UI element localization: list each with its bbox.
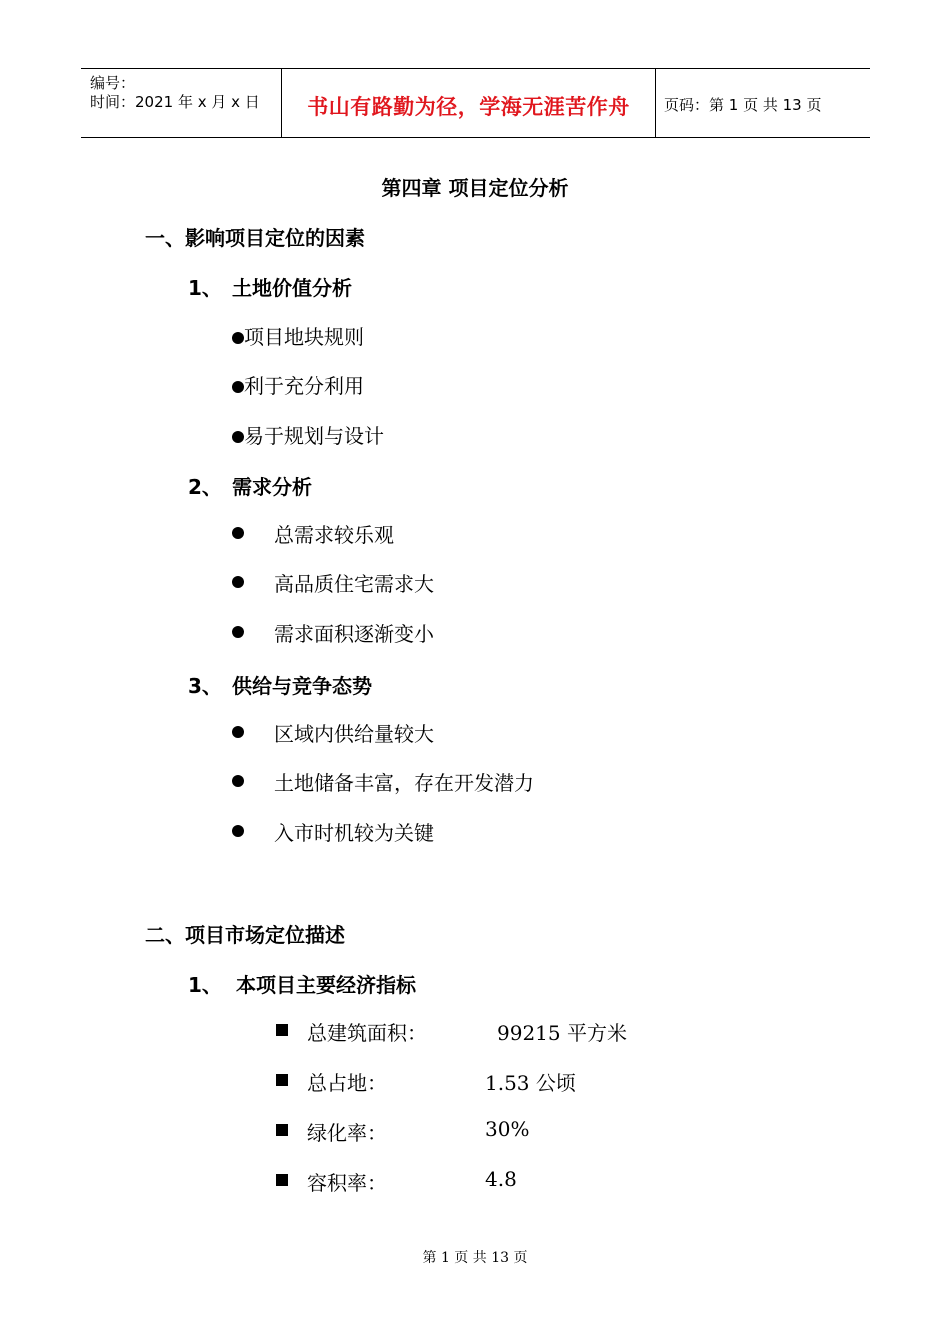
motto-text: 书山有路勤为径，学海无涯苦作舟 xyxy=(307,95,630,119)
metric-label: 容积率： xyxy=(307,1171,387,1195)
time-label: 时间：2021 年 x 月 x 日 xyxy=(90,93,260,111)
list-item: 项目地块规则 xyxy=(232,321,364,350)
list-item: 高品质住宅需求大 xyxy=(274,572,434,596)
list-item: 利于充分利用 xyxy=(232,370,364,399)
section-2-title: 二、项目市场定位描述 xyxy=(145,923,345,947)
bullet-dot-icon xyxy=(232,775,244,787)
bullet-dot-icon xyxy=(232,576,244,588)
bullet-dot-icon xyxy=(232,726,244,738)
bullet-dot-icon xyxy=(232,527,244,539)
sub-1-1-title: 土地价值分析 xyxy=(232,276,352,300)
sub-1-3-title: 供给与竞争态势 xyxy=(232,674,372,698)
bullet-dot-icon xyxy=(232,626,244,638)
bullet-dot-icon xyxy=(232,332,244,344)
page-header xyxy=(81,68,870,138)
header-right-cell xyxy=(656,69,870,137)
sub-1-2-number: 2、 xyxy=(188,475,222,499)
bullet-square-icon xyxy=(276,1124,288,1136)
sub-2-1-title: 本项目主要经济指标 xyxy=(236,973,416,997)
chapter-title: 第四章 项目定位分析 xyxy=(381,176,569,200)
header-center-cell xyxy=(281,69,656,137)
header-left-cell xyxy=(81,69,281,137)
metric-label: 总占地： xyxy=(307,1071,387,1095)
bullet-dot-icon xyxy=(232,431,244,443)
sub-1-3-number: 3、 xyxy=(188,674,222,698)
section-1-title: 一、影响项目定位的因素 xyxy=(145,226,365,250)
bullet-square-icon xyxy=(276,1074,288,1086)
bullet-square-icon xyxy=(276,1024,288,1036)
metric-value: 1.53 公顷 xyxy=(485,1071,576,1095)
metric-value: 4.8 xyxy=(485,1167,517,1191)
metric-value: 99215 平方米 xyxy=(497,1021,627,1045)
metric-label: 总建筑面积： xyxy=(307,1021,427,1045)
list-item: 土地储备丰富，存在开发潜力 xyxy=(274,771,534,795)
sub-2-1-number: 1、 xyxy=(188,973,222,997)
number-label: 编号： xyxy=(90,74,136,92)
list-item: 入市时机较为关键 xyxy=(274,821,434,845)
bullet-square-icon xyxy=(276,1174,288,1186)
bullet-dot-icon xyxy=(232,381,244,393)
sub-1-2-title: 需求分析 xyxy=(232,475,312,499)
list-item: 总需求较乐观 xyxy=(274,523,394,547)
metric-label: 绿化率： xyxy=(307,1121,387,1145)
page-label: 页码：第 1 页 共 13 页 xyxy=(664,96,822,114)
sub-1-1-number: 1、 xyxy=(188,276,222,300)
list-item: 需求面积逐渐变小 xyxy=(274,622,434,646)
list-item: 易于规划与设计 xyxy=(232,420,384,449)
metric-value: 30% xyxy=(485,1117,530,1141)
bullet-dot-icon xyxy=(232,825,244,837)
page-footer: 第 1 页 共 13 页 xyxy=(422,1250,528,1266)
list-item: 区域内供给量较大 xyxy=(274,722,434,746)
